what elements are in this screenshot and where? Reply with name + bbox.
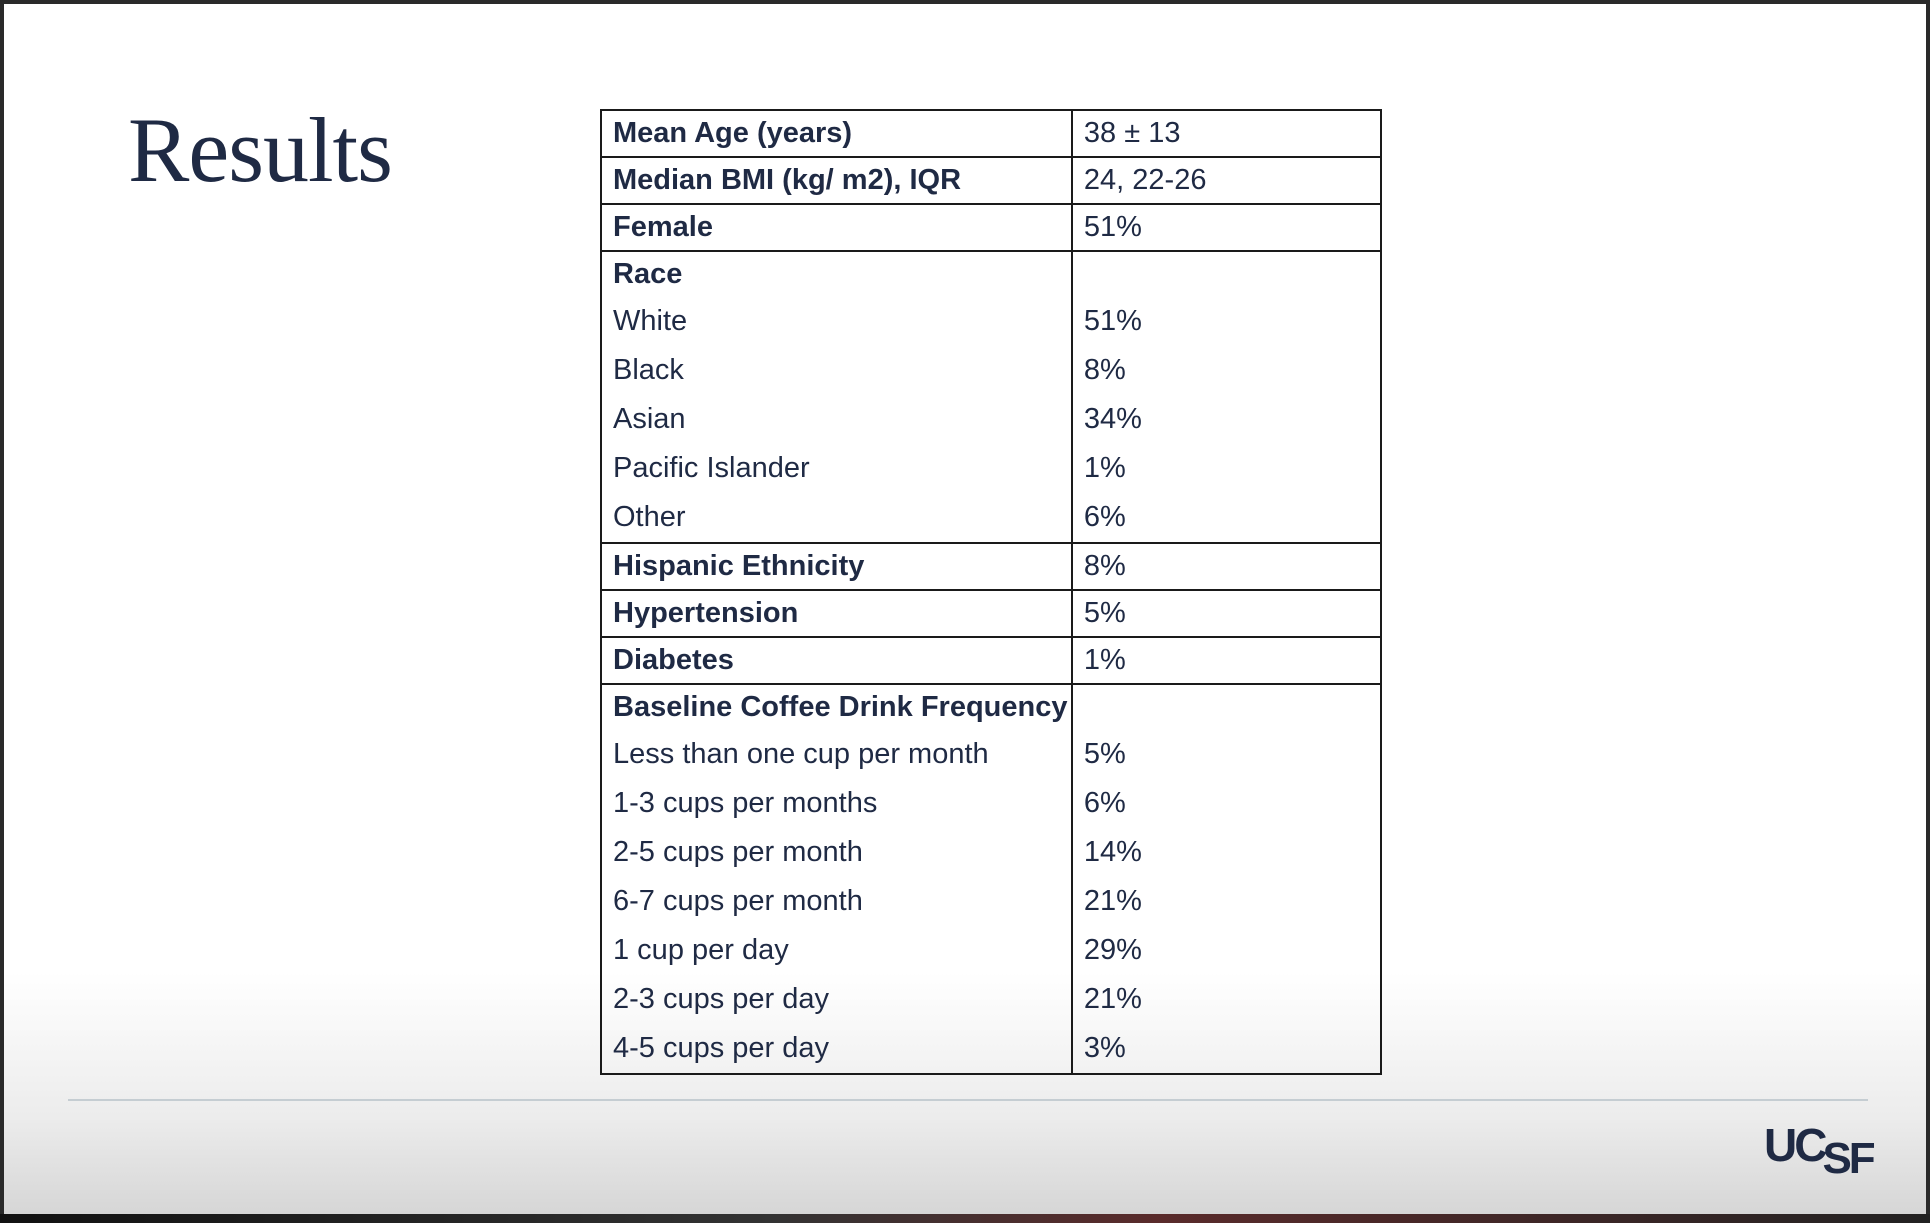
row-value: 21%: [1072, 877, 1381, 926]
slide-title: Results: [128, 99, 392, 201]
table-row: [601, 493, 1381, 543]
row-label: 4-5 cups per day: [601, 1024, 1072, 1074]
row-label: Other: [601, 493, 1072, 543]
row-label: 1 cup per day: [601, 926, 1072, 975]
row-label: 2-3 cups per day: [601, 975, 1072, 1024]
row-value: 14%: [1072, 828, 1381, 877]
row-label: Median BMI (kg/ m2), IQR: [601, 157, 1072, 204]
row-label: Mean Age (years): [601, 110, 1072, 157]
table-row: [601, 157, 1381, 204]
table-row: [601, 590, 1381, 637]
row-value: 24, 22-26: [1072, 157, 1381, 204]
row-value: 1%: [1072, 637, 1381, 684]
table-row: [601, 1024, 1381, 1074]
row-label: Black: [601, 346, 1072, 395]
row-value: 51%: [1072, 297, 1381, 346]
row-label: Less than one cup per month: [601, 730, 1072, 779]
row-value: 5%: [1072, 590, 1381, 637]
row-label: Hypertension: [601, 590, 1072, 637]
slide: [4, 4, 1926, 1214]
row-label: Hispanic Ethnicity: [601, 543, 1072, 590]
row-label: Diabetes: [601, 637, 1072, 684]
logo-part-sf: SF: [1822, 1134, 1873, 1183]
table-row: [601, 395, 1381, 444]
row-label: Female: [601, 204, 1072, 251]
row-label: 6-7 cups per month: [601, 877, 1072, 926]
row-value: 38 ± 13: [1072, 110, 1381, 157]
table-row: [601, 297, 1381, 346]
table-row: [601, 251, 1381, 297]
row-label: Pacific Islander: [601, 444, 1072, 493]
row-value: 34%: [1072, 395, 1381, 444]
table-row: [601, 975, 1381, 1024]
table-row: [601, 926, 1381, 975]
row-label: Race: [601, 251, 1072, 297]
row-value: 1%: [1072, 444, 1381, 493]
table-row: [601, 877, 1381, 926]
table-row: [601, 684, 1381, 730]
row-value: 51%: [1072, 204, 1381, 251]
table-row: [601, 110, 1381, 157]
row-value: 3%: [1072, 1024, 1381, 1074]
row-label: Asian: [601, 395, 1072, 444]
table-row: [601, 204, 1381, 251]
table-row: [601, 346, 1381, 395]
row-value: 29%: [1072, 926, 1381, 975]
row-label: 2-5 cups per month: [601, 828, 1072, 877]
row-label: 1-3 cups per months: [601, 779, 1072, 828]
row-label: White: [601, 297, 1072, 346]
footer-divider: [68, 1099, 1868, 1101]
table-row: [601, 828, 1381, 877]
row-value: 5%: [1072, 730, 1381, 779]
row-value: 8%: [1072, 543, 1381, 590]
table-row: [601, 444, 1381, 493]
row-label: Baseline Coffee Drink Frequency: [601, 684, 1072, 730]
row-value: 21%: [1072, 975, 1381, 1024]
row-value: 8%: [1072, 346, 1381, 395]
row-value: 6%: [1072, 779, 1381, 828]
table-row: [601, 779, 1381, 828]
results-table-body: [601, 110, 1381, 1074]
table-row: [601, 543, 1381, 590]
ucsf-logo: [1764, 1119, 1873, 1183]
results-table-container: [600, 109, 1382, 1067]
logo-part-uc: UC: [1764, 1119, 1825, 1171]
screen-bottom-edge: [0, 1214, 1930, 1223]
row-value: [1072, 684, 1381, 730]
table-row: [601, 637, 1381, 684]
row-value: [1072, 251, 1381, 297]
results-table: [600, 109, 1382, 1075]
row-value: 6%: [1072, 493, 1381, 543]
table-row: [601, 730, 1381, 779]
